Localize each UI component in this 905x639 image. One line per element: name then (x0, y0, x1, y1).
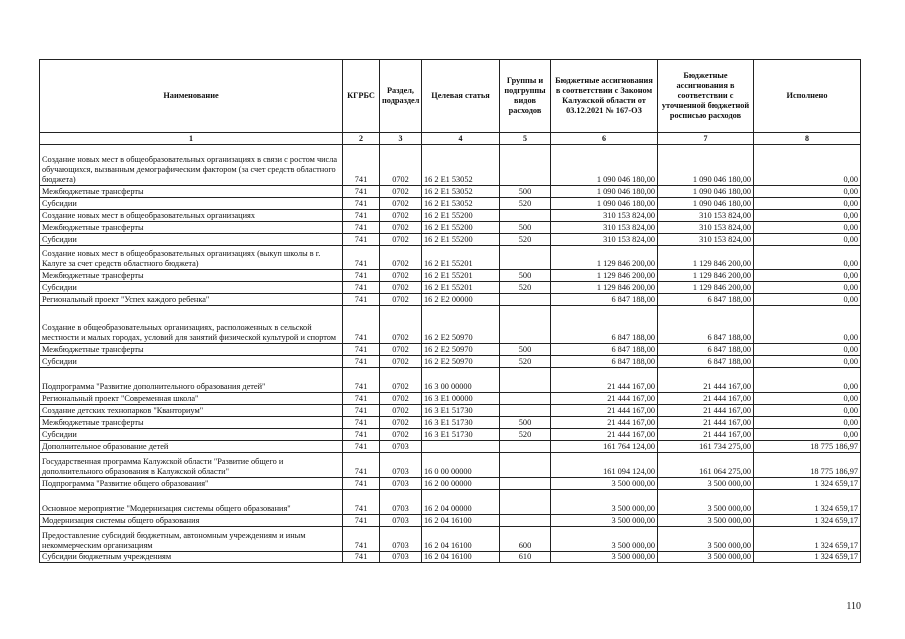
row-target: 16 2 E2 50970 (422, 344, 500, 356)
row-kgrbs: 741 (343, 306, 380, 344)
row-name: Модернизация системы общего образования (40, 515, 343, 527)
table-row (40, 210, 861, 222)
row-target: 16 3 E1 51730 (422, 405, 500, 417)
row-law: 21 444 167,00 (551, 429, 658, 441)
row-kgrbs: 741 (343, 417, 380, 429)
row-target: 16 2 E1 53052 (422, 145, 500, 186)
row-target: 16 2 04 16100 (422, 552, 500, 563)
row-section: 0702 (380, 246, 422, 270)
row-kgrbs: 741 (343, 429, 380, 441)
row-law: 1 129 846 200,00 (551, 282, 658, 294)
row-name: Субсидии (40, 198, 343, 210)
row-name: Субсидии (40, 282, 343, 294)
row-section: 0703 (380, 453, 422, 478)
header-group: Группы и подгруппы видов расходов (500, 60, 551, 133)
row-name: Региональный проект "Успех каждого ребенка" (40, 294, 343, 306)
row-group (500, 145, 551, 186)
row-executed: 18 775 186,97 (754, 441, 861, 453)
row-refined: 1 090 046 180,00 (658, 198, 754, 210)
row-executed: 0,00 (754, 393, 861, 405)
row-law: 310 153 824,00 (551, 234, 658, 246)
row-executed: 0,00 (754, 210, 861, 222)
row-target: 16 2 E2 00000 (422, 294, 500, 306)
header-name: Наименование (40, 60, 343, 133)
row-law: 161 764 124,00 (551, 441, 658, 453)
table-row (40, 294, 861, 306)
row-executed: 0,00 (754, 145, 861, 186)
row-target: 16 3 00 00000 (422, 368, 500, 393)
row-target: 16 2 E1 55200 (422, 234, 500, 246)
row-refined: 310 153 824,00 (658, 210, 754, 222)
page-number: 110 (846, 601, 861, 612)
row-law: 310 153 824,00 (551, 222, 658, 234)
budget-table (39, 59, 861, 563)
row-law: 1 129 846 200,00 (551, 246, 658, 270)
row-group (500, 210, 551, 222)
row-section: 0702 (380, 234, 422, 246)
row-name: Предоставление субсидий бюджетным, автономным учреждениям и иным некоммерческим организациям (40, 527, 343, 552)
row-name: Государственная программа Калужской области "Развитие общего и дополнительного образования в Калужской области" (40, 453, 343, 478)
row-kgrbs: 741 (343, 246, 380, 270)
row-law: 21 444 167,00 (551, 405, 658, 417)
row-group (500, 306, 551, 344)
row-section: 0702 (380, 270, 422, 282)
row-refined: 21 444 167,00 (658, 393, 754, 405)
header-target: Целевая статья (422, 60, 500, 133)
table-row (40, 198, 861, 210)
column-number: 8 (754, 133, 861, 145)
row-law: 6 847 188,00 (551, 356, 658, 368)
row-group: 500 (500, 270, 551, 282)
row-group: 500 (500, 417, 551, 429)
row-refined: 161 064 275,00 (658, 453, 754, 478)
row-section: 0702 (380, 198, 422, 210)
table-row (40, 368, 861, 393)
row-law: 310 153 824,00 (551, 210, 658, 222)
row-name: Дополнительное образование детей (40, 441, 343, 453)
row-section: 0702 (380, 282, 422, 294)
row-target: 16 3 E1 51730 (422, 429, 500, 441)
column-number-row (40, 133, 861, 145)
row-section: 0702 (380, 306, 422, 344)
row-name: Субсидии (40, 429, 343, 441)
table-row (40, 429, 861, 441)
row-kgrbs: 741 (343, 210, 380, 222)
row-target: 16 2 E1 55200 (422, 210, 500, 222)
table-row (40, 246, 861, 270)
row-target: 16 2 E1 55201 (422, 282, 500, 294)
row-executed: 0,00 (754, 246, 861, 270)
row-name: Субсидии (40, 234, 343, 246)
table-row (40, 356, 861, 368)
row-section: 0703 (380, 490, 422, 515)
row-name: Создание в общеобразовательных организациях, расположенных в сельской местности и малых городах, условий для занятий физической культурой и спортом (40, 306, 343, 344)
row-refined: 6 847 188,00 (658, 306, 754, 344)
row-executed: 0,00 (754, 282, 861, 294)
row-section: 0702 (380, 393, 422, 405)
column-number: 2 (343, 133, 380, 145)
row-name: Региональный проект "Современная школа" (40, 393, 343, 405)
row-refined: 21 444 167,00 (658, 368, 754, 393)
table-row (40, 453, 861, 478)
row-section: 0703 (380, 441, 422, 453)
row-executed: 0,00 (754, 368, 861, 393)
row-kgrbs: 741 (343, 186, 380, 198)
header-law: Бюджетные ассигнования в соответствии с Законом Калужской области от 03.12.2021 № 167-ОЗ (551, 60, 658, 133)
row-name: Подпрограмма "Развитие дополнительного образования детей" (40, 368, 343, 393)
row-executed: 0,00 (754, 222, 861, 234)
row-section: 0702 (380, 417, 422, 429)
row-refined: 1 090 046 180,00 (658, 145, 754, 186)
row-target: 16 2 E2 50970 (422, 306, 500, 344)
row-section: 0702 (380, 429, 422, 441)
row-name: Межбюджетные трансферты (40, 186, 343, 198)
row-executed: 18 775 186,97 (754, 453, 861, 478)
table-row (40, 186, 861, 198)
row-group (500, 490, 551, 515)
row-target: 16 2 04 16100 (422, 515, 500, 527)
row-name: Межбюджетные трансферты (40, 270, 343, 282)
row-refined: 3 500 000,00 (658, 490, 754, 515)
row-target: 16 2 E1 55201 (422, 246, 500, 270)
row-target: 16 2 04 00000 (422, 490, 500, 515)
row-group (500, 294, 551, 306)
header-kgrbs: КГРБС (343, 60, 380, 133)
row-law: 6 847 188,00 (551, 294, 658, 306)
row-executed: 1 324 659,17 (754, 515, 861, 527)
header-refined: Бюджетные ассигнования в соответствии с уточненной бюджетной росписью расходов (658, 60, 754, 133)
table-row (40, 282, 861, 294)
table-row (40, 405, 861, 417)
row-executed: 0,00 (754, 186, 861, 198)
table-row (40, 234, 861, 246)
row-section: 0702 (380, 186, 422, 198)
row-refined: 3 500 000,00 (658, 515, 754, 527)
row-kgrbs: 741 (343, 490, 380, 515)
row-section: 0702 (380, 356, 422, 368)
row-kgrbs: 741 (343, 234, 380, 246)
table-row (40, 441, 861, 453)
row-law: 1 090 046 180,00 (551, 145, 658, 186)
row-name: Создание новых мест в общеобразовательных организациях в связи с ростом числа обучающихся, вызванным демографическим фактором (за счет средств областного бюджета) (40, 145, 343, 186)
table-row (40, 393, 861, 405)
column-number: 6 (551, 133, 658, 145)
table-row (40, 270, 861, 282)
row-executed: 0,00 (754, 356, 861, 368)
row-kgrbs: 741 (343, 368, 380, 393)
column-number: 1 (40, 133, 343, 145)
row-group: 600 (500, 527, 551, 552)
row-executed: 0,00 (754, 405, 861, 417)
row-law: 21 444 167,00 (551, 417, 658, 429)
row-refined: 161 734 275,00 (658, 441, 754, 453)
table-row (40, 552, 861, 563)
row-law: 1 129 846 200,00 (551, 270, 658, 282)
row-group: 520 (500, 282, 551, 294)
row-section: 0702 (380, 210, 422, 222)
table-body (40, 145, 861, 563)
row-group (500, 478, 551, 490)
row-target: 16 2 E1 53052 (422, 186, 500, 198)
row-section: 0702 (380, 368, 422, 393)
row-law: 3 500 000,00 (551, 552, 658, 563)
row-kgrbs: 741 (343, 198, 380, 210)
row-executed: 0,00 (754, 429, 861, 441)
row-group: 520 (500, 356, 551, 368)
row-target: 16 2 E1 55201 (422, 270, 500, 282)
row-name: Межбюджетные трансферты (40, 344, 343, 356)
row-refined: 1 090 046 180,00 (658, 186, 754, 198)
row-name: Создание детских технопарков "Кванториум" (40, 405, 343, 417)
row-executed: 1 324 659,17 (754, 552, 861, 563)
table-row (40, 527, 861, 552)
row-executed: 0,00 (754, 270, 861, 282)
table-row (40, 515, 861, 527)
row-executed: 1 324 659,17 (754, 478, 861, 490)
row-section: 0703 (380, 515, 422, 527)
row-kgrbs: 741 (343, 145, 380, 186)
row-name: Создание новых мест в общеобразовательных организациях (40, 210, 343, 222)
row-section: 0702 (380, 344, 422, 356)
row-executed: 0,00 (754, 234, 861, 246)
row-refined: 3 500 000,00 (658, 527, 754, 552)
row-target: 16 2 E1 55200 (422, 222, 500, 234)
row-law: 161 094 124,00 (551, 453, 658, 478)
row-refined: 21 444 167,00 (658, 429, 754, 441)
row-kgrbs: 741 (343, 222, 380, 234)
row-kgrbs: 741 (343, 294, 380, 306)
row-group (500, 453, 551, 478)
row-kgrbs: 741 (343, 478, 380, 490)
table-row (40, 490, 861, 515)
row-group: 500 (500, 344, 551, 356)
row-target: 16 0 00 00000 (422, 453, 500, 478)
row-refined: 6 847 188,00 (658, 344, 754, 356)
row-kgrbs: 741 (343, 393, 380, 405)
row-group (500, 393, 551, 405)
row-law: 3 500 000,00 (551, 527, 658, 552)
row-section: 0702 (380, 405, 422, 417)
row-name: Межбюджетные трансферты (40, 222, 343, 234)
row-kgrbs: 741 (343, 453, 380, 478)
row-section: 0703 (380, 527, 422, 552)
row-law: 21 444 167,00 (551, 368, 658, 393)
row-target (422, 441, 500, 453)
row-target: 16 2 00 00000 (422, 478, 500, 490)
row-section: 0702 (380, 294, 422, 306)
column-number: 4 (422, 133, 500, 145)
row-section: 0702 (380, 145, 422, 186)
row-refined: 6 847 188,00 (658, 356, 754, 368)
row-target: 16 2 E1 53052 (422, 198, 500, 210)
row-executed: 0,00 (754, 198, 861, 210)
header-executed: Исполнено (754, 60, 861, 133)
row-refined: 21 444 167,00 (658, 417, 754, 429)
row-executed: 1 324 659,17 (754, 490, 861, 515)
row-law: 6 847 188,00 (551, 344, 658, 356)
header-row (40, 60, 861, 133)
row-name: Межбюджетные трансферты (40, 417, 343, 429)
row-group: 610 (500, 552, 551, 563)
row-law: 1 090 046 180,00 (551, 186, 658, 198)
row-kgrbs: 741 (343, 356, 380, 368)
row-executed: 0,00 (754, 306, 861, 344)
table-row (40, 306, 861, 344)
row-law: 3 500 000,00 (551, 478, 658, 490)
row-refined: 1 129 846 200,00 (658, 282, 754, 294)
row-group: 520 (500, 234, 551, 246)
row-law: 6 847 188,00 (551, 306, 658, 344)
row-law: 3 500 000,00 (551, 515, 658, 527)
row-refined: 1 129 846 200,00 (658, 246, 754, 270)
row-refined: 3 500 000,00 (658, 552, 754, 563)
header-section: Раздел, подраздел (380, 60, 422, 133)
column-number: 3 (380, 133, 422, 145)
row-refined: 310 153 824,00 (658, 234, 754, 246)
row-group (500, 246, 551, 270)
row-target: 16 3 E1 51730 (422, 417, 500, 429)
row-refined: 6 847 188,00 (658, 294, 754, 306)
table-row (40, 145, 861, 186)
row-group (500, 405, 551, 417)
table-row (40, 417, 861, 429)
column-number: 7 (658, 133, 754, 145)
table-row (40, 478, 861, 490)
row-refined: 310 153 824,00 (658, 222, 754, 234)
row-kgrbs: 741 (343, 344, 380, 356)
row-target: 16 2 E2 50970 (422, 356, 500, 368)
row-group (500, 368, 551, 393)
row-target: 16 2 04 16100 (422, 527, 500, 552)
row-section: 0702 (380, 222, 422, 234)
row-refined: 1 129 846 200,00 (658, 270, 754, 282)
row-section: 0703 (380, 478, 422, 490)
row-name: Подпрограмма "Развитие общего образования" (40, 478, 343, 490)
row-refined: 3 500 000,00 (658, 478, 754, 490)
row-name: Субсидии (40, 356, 343, 368)
row-name: Основное мероприятие "Модернизация системы общего образования" (40, 490, 343, 515)
row-target: 16 3 E1 00000 (422, 393, 500, 405)
row-section: 0703 (380, 552, 422, 563)
column-number: 5 (500, 133, 551, 145)
row-group: 500 (500, 222, 551, 234)
row-law: 1 090 046 180,00 (551, 198, 658, 210)
row-executed: 0,00 (754, 344, 861, 356)
row-law: 3 500 000,00 (551, 490, 658, 515)
row-kgrbs: 741 (343, 270, 380, 282)
row-kgrbs: 741 (343, 552, 380, 563)
row-name: Создание новых мест в общеобразовательных организациях (выкуп школы в г. Калуге за счет средств областного бюджета) (40, 246, 343, 270)
row-group: 500 (500, 186, 551, 198)
row-executed: 0,00 (754, 417, 861, 429)
row-group: 520 (500, 198, 551, 210)
row-kgrbs: 741 (343, 527, 380, 552)
row-name: Субсидии бюджетным учреждениям (40, 552, 343, 563)
row-refined: 21 444 167,00 (658, 405, 754, 417)
table-row (40, 222, 861, 234)
row-group (500, 515, 551, 527)
row-kgrbs: 741 (343, 441, 380, 453)
row-executed: 0,00 (754, 294, 861, 306)
row-kgrbs: 741 (343, 405, 380, 417)
row-kgrbs: 741 (343, 282, 380, 294)
row-kgrbs: 741 (343, 515, 380, 527)
row-law: 21 444 167,00 (551, 393, 658, 405)
row-group: 520 (500, 429, 551, 441)
row-executed: 1 324 659,17 (754, 527, 861, 552)
table-row (40, 344, 861, 356)
row-group (500, 441, 551, 453)
